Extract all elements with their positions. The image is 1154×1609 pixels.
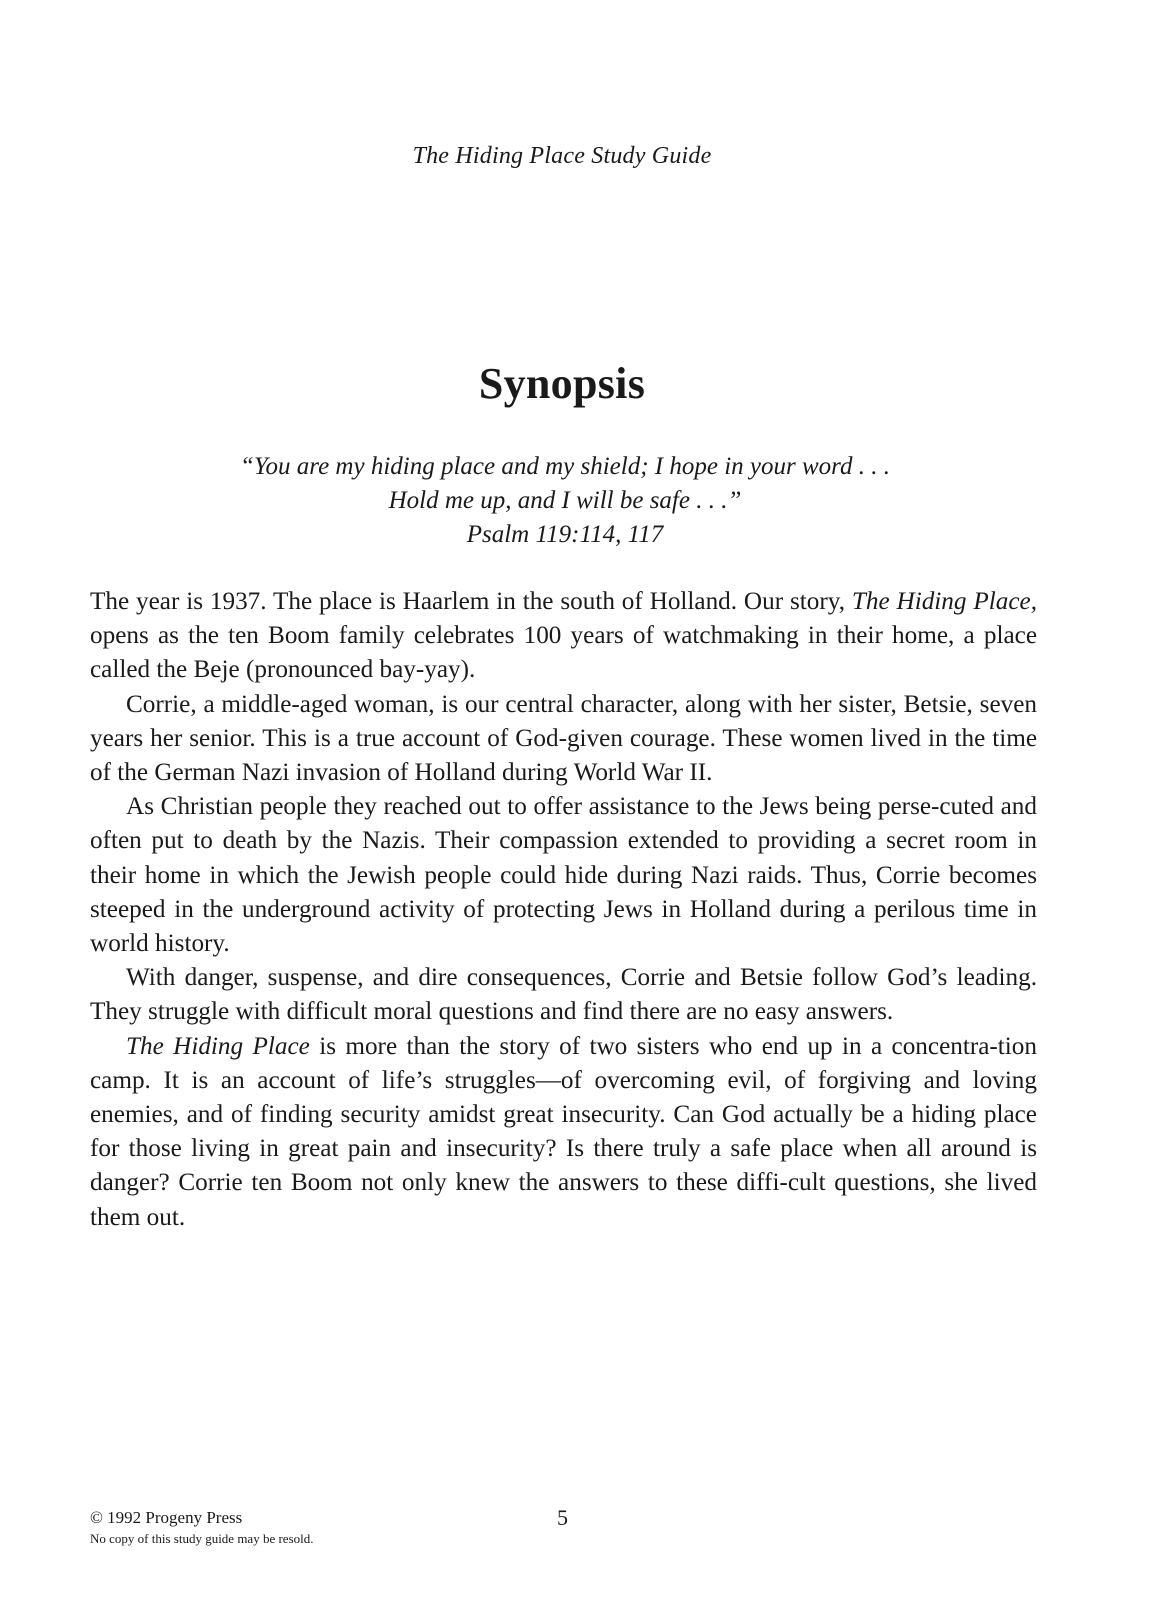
- book-title-italic: The Hiding Place: [126, 1032, 310, 1060]
- copyright-text: © 1992 Progeny Press: [90, 1508, 243, 1527]
- paragraph-1-text-end: opens as the ten Boom family celebrates 100 years of watchmaking in their home, a place called the Beje (pronounced bay-yay).: [90, 622, 1037, 684]
- footer-copyright-block: [90, 1507, 314, 1549]
- epigraph-line-2: Hold me up, and I will be safe . . .”: [388, 487, 742, 514]
- section-title: Synopsis: [478, 359, 646, 408]
- resale-notice: No copy of this study guide may be resold.: [90, 1531, 314, 1546]
- synopsis-body: [90, 585, 1037, 1235]
- paragraph-5: [90, 1030, 1037, 1235]
- paragraph-5-text: is more than the story of two sisters who end up in a concentra-tion camp. It is an account of life’s struggles—of overcoming evil, of forgiving and loving enemies, and of finding security amidst great insecurity. Can God actually be a hiding place for those living in great pain and insecurity? Is there truly a safe place when all around is danger? Corrie ten Boom not only knew the answers to these diffi-cult questions, she lived them out.: [90, 1032, 1037, 1231]
- running-head-title: The Hiding Place Study Guide: [412, 143, 712, 169]
- paragraph-3: As Christian people they reached out to offer assistance to the Jews being perse-cuted and often put to death by the Nazis. Their compassion extended to providing a secret room in their home in which the Jewish people could hide during Nazi raids. Thus, Corrie becomes steeped in the underground activity of protecting Jews in Holland during a perilous time in world history.: [90, 793, 1037, 958]
- epigraph-line-1: “You are my hiding place and my shield; I hope in your word . . .: [240, 453, 890, 480]
- paragraph-2: Corrie, a middle-aged woman, is our central character, along with her sister, Betsie, seven years her senior. This is a true account of God-given courage. These women lived in the time of the German Nazi invasion of Holland during World War II.: [90, 690, 1037, 787]
- paragraph-1: [90, 585, 1037, 688]
- epigraph-citation: Psalm 119:114, 117: [466, 521, 664, 548]
- epigraph: [0, 450, 1130, 552]
- paragraph-4: With danger, suspense, and dire consequences, Corrie and Betsie follow God’s leading. They struggle with difficult moral questions and find there are no easy answers.: [90, 964, 1037, 1026]
- page-number: 5: [557, 1505, 568, 1530]
- paragraph-1-text-start: The year is 1937. The place is Haarlem in the south of Holland. Our story,: [90, 588, 852, 615]
- book-title-italic: The Hiding Place,: [851, 588, 1037, 615]
